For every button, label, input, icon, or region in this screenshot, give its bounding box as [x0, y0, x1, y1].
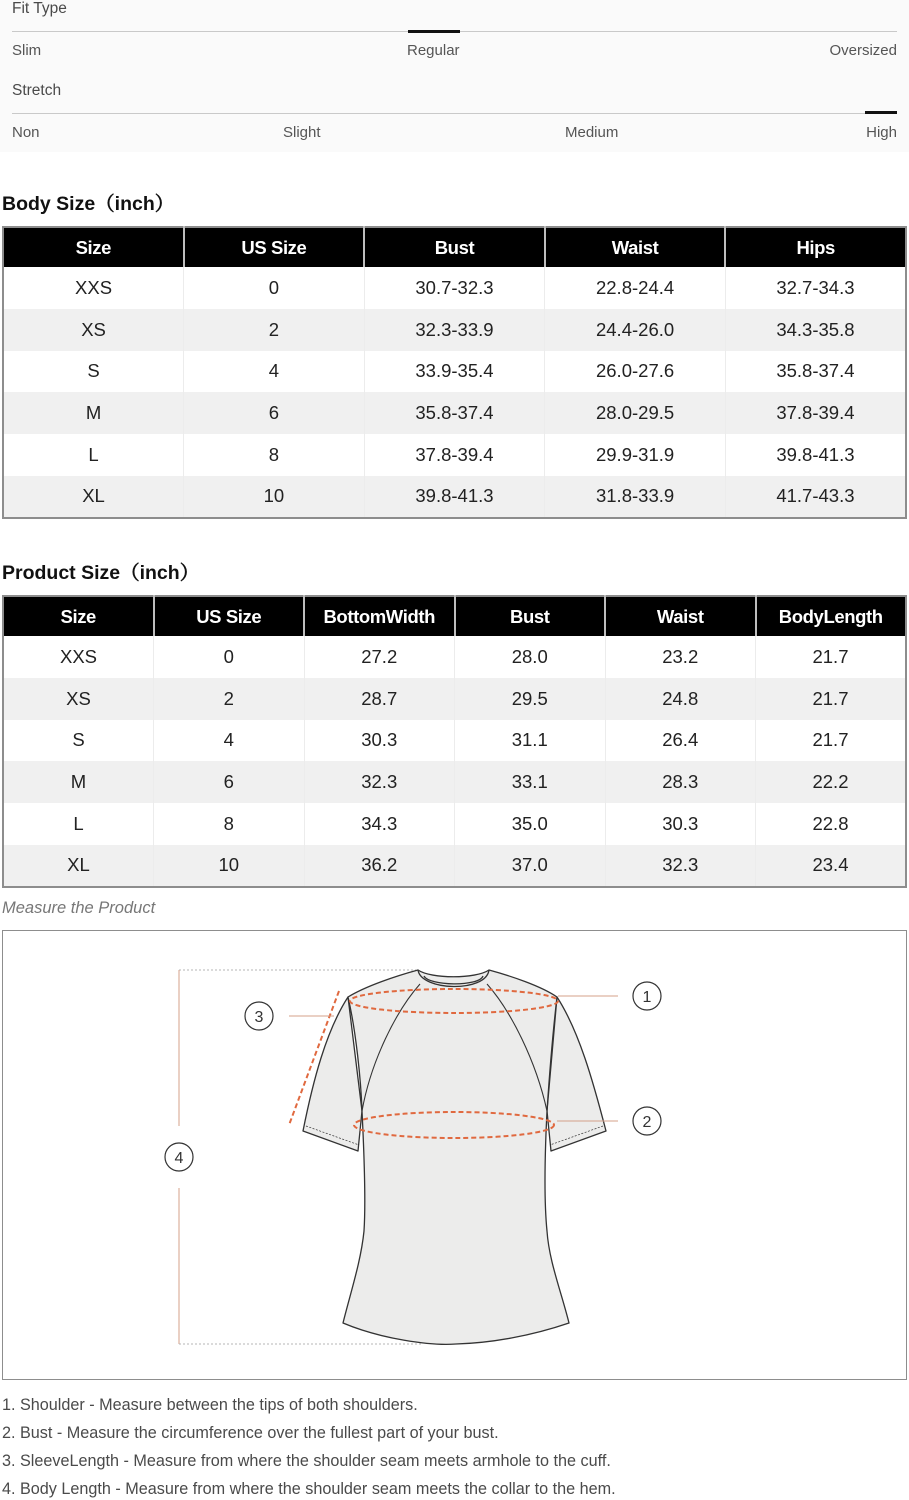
note-bust: 2. Bust - Measure the circumference over the fullest part of your bust.: [2, 1424, 499, 1442]
column-header: Size: [3, 596, 154, 636]
column-header: BodyLength: [756, 596, 907, 636]
table-row: [3, 636, 906, 678]
table-cell: 31.1: [455, 720, 606, 762]
table-cell: 0: [154, 636, 305, 678]
table-cell: 29.9-31.9: [545, 434, 726, 476]
table-cell: 33.9-35.4: [364, 351, 545, 393]
table-cell: 37.8-39.4: [364, 434, 545, 476]
table-cell: 26.4: [605, 720, 756, 762]
table-cell: 21.7: [756, 720, 907, 762]
table-row: [3, 761, 906, 803]
fit-stretch-panel: [0, 0, 909, 152]
note-shoulder: 1. Shoulder - Measure between the tips of both shoulders.: [2, 1396, 418, 1414]
table-cell: 8: [154, 803, 305, 845]
table-cell: 21.7: [756, 636, 907, 678]
table-cell: 29.5: [455, 678, 606, 720]
table-cell: XXS: [3, 636, 154, 678]
table-cell: XS: [3, 678, 154, 720]
table-cell: 8: [184, 434, 365, 476]
fit-type-label-oversized: Oversized: [829, 42, 897, 59]
marker-3-icon: [245, 1002, 273, 1030]
marker-1-icon: [633, 982, 661, 1010]
table-cell: 35.8-37.4: [364, 392, 545, 434]
table-cell: 39.8-41.3: [364, 476, 545, 518]
table-cell: 39.8-41.3: [725, 434, 906, 476]
table-row: [3, 309, 906, 351]
table-cell: 2: [184, 309, 365, 351]
measure-caption: Measure the Product: [2, 899, 156, 917]
column-header: Waist: [605, 596, 756, 636]
table-cell: L: [3, 434, 184, 476]
table-cell: 37.0: [455, 845, 606, 887]
table-cell: 30.3: [605, 803, 756, 845]
table-cell: 0: [184, 267, 365, 309]
stretch-track: [12, 113, 897, 114]
table-cell: 2: [154, 678, 305, 720]
table-row: [3, 476, 906, 518]
table-cell: 23.2: [605, 636, 756, 678]
table-row: [3, 267, 906, 309]
table-cell: 30.3: [304, 720, 455, 762]
table-cell: 28.3: [605, 761, 756, 803]
table-header-row: [3, 596, 906, 636]
table-row: [3, 803, 906, 845]
table-cell: 22.8: [756, 803, 907, 845]
svg-text:2: 2: [642, 1114, 652, 1131]
table-cell: 35.8-37.4: [725, 351, 906, 393]
svg-text:3: 3: [254, 1009, 264, 1026]
table-cell: S: [3, 720, 154, 762]
table-cell: 32.3-33.9: [364, 309, 545, 351]
table-cell: 33.1: [455, 761, 606, 803]
note-sleeve-length: 3. SleeveLength - Measure from where the shoulder seam meets armhole to the cuff.: [2, 1452, 611, 1470]
table-cell: 10: [154, 845, 305, 887]
table-cell: 4: [154, 720, 305, 762]
table-cell: 35.0: [455, 803, 606, 845]
table-cell: XS: [3, 309, 184, 351]
table-cell: 31.8-33.9: [545, 476, 726, 518]
table-cell: 22.2: [756, 761, 907, 803]
fit-type-marker: [408, 30, 460, 33]
table-cell: 27.2: [304, 636, 455, 678]
stretch-label-high: High: [866, 124, 897, 141]
column-header: Bust: [364, 227, 545, 267]
table-cell: 4: [184, 351, 365, 393]
table-cell: 6: [184, 392, 365, 434]
svg-text:1: 1: [642, 989, 652, 1006]
stretch-label-medium: Medium: [565, 124, 619, 141]
column-header: Bust: [455, 596, 606, 636]
measurement-notes: [2, 1393, 616, 1500]
fit-type-label-regular: Regular: [407, 42, 460, 59]
table-cell: XXS: [3, 267, 184, 309]
table-cell: S: [3, 351, 184, 393]
table-cell: 28.0-29.5: [545, 392, 726, 434]
table-cell: 36.2: [304, 845, 455, 887]
table-cell: 32.3: [304, 761, 455, 803]
column-header: BottomWidth: [304, 596, 455, 636]
tshirt-shape: [303, 970, 606, 1344]
table-cell: M: [3, 392, 184, 434]
table-cell: 28.0: [455, 636, 606, 678]
table-cell: 34.3: [304, 803, 455, 845]
table-cell: 34.3-35.8: [725, 309, 906, 351]
stretch-marker: [865, 111, 897, 114]
table-cell: 24.4-26.0: [545, 309, 726, 351]
tshirt-illustration: [3, 931, 908, 1381]
column-header: US Size: [154, 596, 305, 636]
fit-type-label-slim: Slim: [12, 42, 42, 59]
table-cell: XL: [3, 845, 154, 887]
marker-2-icon: [633, 1107, 661, 1135]
column-header: US Size: [184, 227, 365, 267]
column-header: Waist: [545, 227, 726, 267]
stretch-label-non: Non: [12, 124, 40, 141]
fit-type-title: Fit Type: [12, 0, 67, 17]
table-cell: 24.8: [605, 678, 756, 720]
table-row: [3, 845, 906, 887]
table-header-row: [3, 227, 906, 267]
table-cell: 6: [154, 761, 305, 803]
table-cell: 30.7-32.3: [364, 267, 545, 309]
svg-text:4: 4: [174, 1150, 184, 1167]
table-cell: M: [3, 761, 154, 803]
stretch-title: Stretch: [12, 82, 62, 99]
product-size-title: Product Size（inch）: [2, 562, 200, 584]
table-cell: 26.0-27.6: [545, 351, 726, 393]
note-body-length: 4. Body Length - Measure from where the shoulder seam meets the collar to the hem.: [2, 1480, 616, 1498]
table-cell: 37.8-39.4: [725, 392, 906, 434]
column-header: Size: [3, 227, 184, 267]
table-row: [3, 434, 906, 476]
body-size-table: [2, 226, 907, 519]
table-row: [3, 678, 906, 720]
table-cell: 10: [184, 476, 365, 518]
measurement-diagram: [2, 930, 907, 1380]
table-cell: 32.7-34.3: [725, 267, 906, 309]
table-cell: 22.8-24.4: [545, 267, 726, 309]
marker-4-icon: [165, 1143, 193, 1171]
table-cell: 32.3: [605, 845, 756, 887]
table-cell: 28.7: [304, 678, 455, 720]
table-row: [3, 351, 906, 393]
table-cell: 41.7-43.3: [725, 476, 906, 518]
table-row: [3, 720, 906, 762]
column-header: Hips: [725, 227, 906, 267]
product-size-table: [2, 595, 907, 888]
table-cell: L: [3, 803, 154, 845]
body-size-title: Body Size（inch）: [2, 193, 175, 215]
table-cell: 23.4: [756, 845, 907, 887]
table-cell: 21.7: [756, 678, 907, 720]
table-row: [3, 392, 906, 434]
stretch-label-slight: Slight: [283, 124, 321, 141]
table-cell: XL: [3, 476, 184, 518]
